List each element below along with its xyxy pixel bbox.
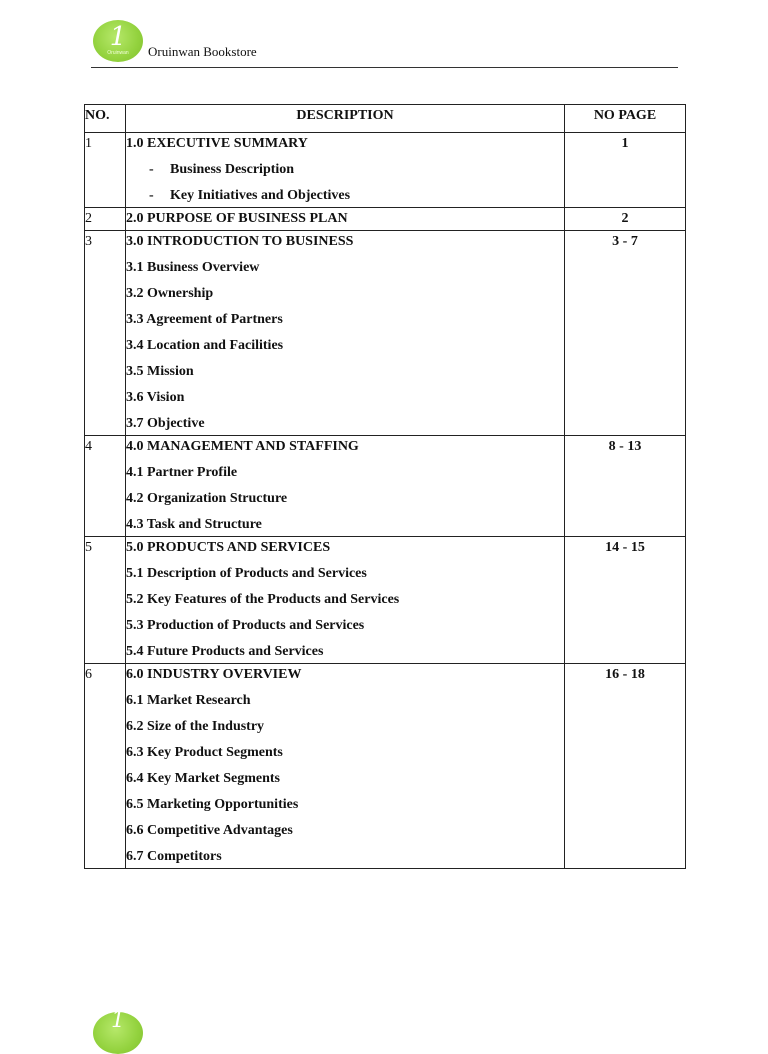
subsection-item: 3.7 Objective <box>126 416 205 431</box>
subsection-item: 6.6 Competitive Advantages <box>126 823 293 838</box>
subsection-item: 6.7 Competitors <box>126 849 222 864</box>
table-row <box>85 208 686 231</box>
bullet-text: Key Initiatives and Objectives <box>170 188 351 203</box>
subsection-item: 6.4 Key Market Segments <box>126 771 280 786</box>
section-heading: 3.0 INTRODUCTION TO BUSINESS <box>126 234 354 249</box>
table-row <box>85 537 686 664</box>
section-heading: 4.0 MANAGEMENT AND STAFFING <box>126 439 359 454</box>
subsection-item: 4.1 Partner Profile <box>126 465 238 480</box>
header-no: NO. <box>85 105 126 133</box>
subsection-item: 5.2 Key Features of the Products and Services <box>126 592 400 607</box>
bullet-text: Business Description <box>170 162 295 177</box>
table-of-contents <box>84 104 686 869</box>
row-number: 1 <box>85 133 126 208</box>
table-header-row <box>85 105 686 133</box>
subsection-item: 4.2 Organization Structure <box>126 491 288 506</box>
row-description <box>126 208 565 231</box>
footer-logo <box>93 1008 143 1054</box>
subsection-item: 5.4 Future Products and Services <box>126 644 324 659</box>
row-page-range: 14 - 15 <box>565 537 686 664</box>
table-row <box>85 664 686 869</box>
bullet-dash: - <box>149 188 154 203</box>
row-number: 6 <box>85 664 126 869</box>
bullet-item <box>126 159 564 185</box>
header-title: Oruinwan Bookstore <box>148 44 257 59</box>
section-heading: 5.0 PRODUCTS AND SERVICES <box>126 540 331 555</box>
subsection-item: 3.3 Agreement of Partners <box>126 312 283 327</box>
subsection-item: 3.1 Business Overview <box>126 260 260 275</box>
table-row <box>85 231 686 436</box>
row-number: 3 <box>85 231 126 436</box>
table-row <box>85 133 686 208</box>
table-row <box>85 436 686 537</box>
subsection-item: 3.5 Mission <box>126 364 194 379</box>
row-page-range: 2 <box>565 208 686 231</box>
header-page: NO PAGE <box>565 105 686 133</box>
bullet-item <box>126 185 564 207</box>
row-number: 2 <box>85 208 126 231</box>
subsection-item: 3.6 Vision <box>126 390 185 405</box>
section-heading: 1.0 EXECUTIVE SUMMARY <box>126 136 308 151</box>
row-number: 5 <box>85 537 126 664</box>
row-description <box>126 436 565 537</box>
subsection-item: 6.1 Market Research <box>126 693 251 708</box>
row-page-range: 16 - 18 <box>565 664 686 869</box>
subsection-item: 6.5 Marketing Opportunities <box>126 797 299 812</box>
subsection-item: 6.3 Key Product Segments <box>126 745 283 760</box>
row-page-range: 1 <box>565 133 686 208</box>
section-heading: 6.0 INDUSTRY OVERVIEW <box>126 667 302 682</box>
logo-numeral: 1 <box>109 22 127 52</box>
subsection-item: 3.2 Ownership <box>126 286 214 301</box>
bookstore-logo <box>93 20 143 62</box>
logo-caption: Oruinwan <box>107 50 129 56</box>
subsection-item: 4.3 Task and Structure <box>126 517 262 532</box>
subsection-item: 5.1 Description of Products and Services <box>126 566 367 581</box>
row-description <box>126 537 565 664</box>
row-description <box>126 664 565 869</box>
subsection-item: 6.2 Size of the Industry <box>126 719 265 734</box>
section-heading: 2.0 PURPOSE OF BUSINESS PLAN <box>126 211 348 226</box>
row-description <box>126 231 565 436</box>
row-description <box>126 133 565 208</box>
bullet-dash: - <box>149 162 154 177</box>
header-description: DESCRIPTION <box>126 105 565 133</box>
table-body <box>85 133 686 869</box>
subsection-item: 5.3 Production of Products and Services <box>126 618 365 633</box>
row-number: 4 <box>85 436 126 537</box>
header-divider <box>91 67 678 68</box>
row-page-range: 3 - 7 <box>565 231 686 436</box>
footer-logo-numeral: 1 <box>111 1008 125 1033</box>
row-page-range: 8 - 13 <box>565 436 686 537</box>
subsection-item: 3.4 Location and Facilities <box>126 338 284 353</box>
